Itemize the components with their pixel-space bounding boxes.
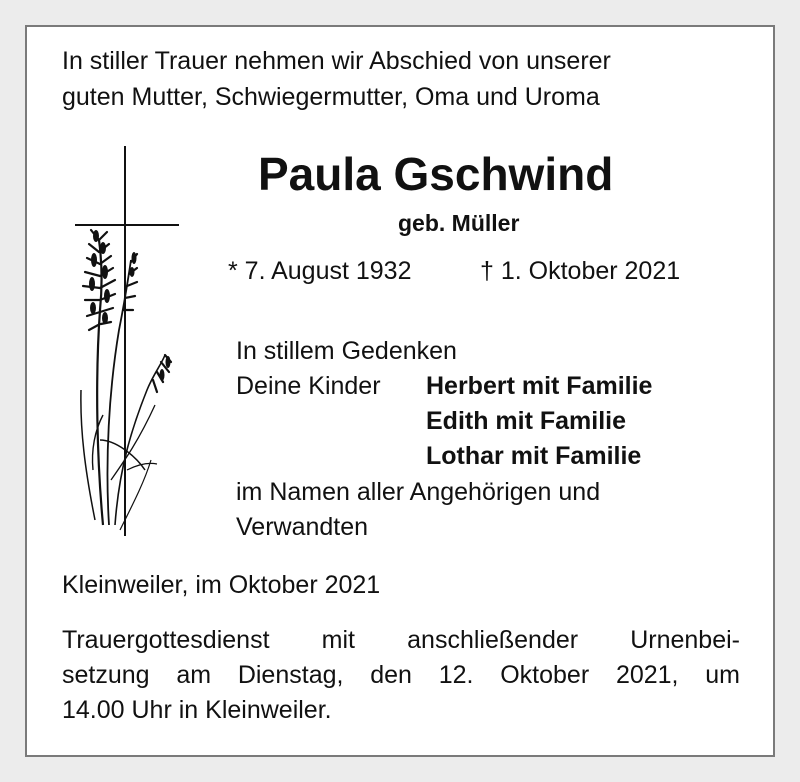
birth-date: * 7. August 1932 (228, 257, 412, 285)
service-word: 2021, (615, 661, 679, 689)
service-line-3: 14.00 Uhr in Kleinweiler. (62, 696, 332, 724)
intro-line-2: guten Mutter, Schwiegermutter, Oma und Uroma (62, 83, 600, 111)
service-word: Urnenbei- (630, 626, 740, 654)
service-word: Oktober (500, 661, 590, 689)
relatives-line-2: Verwandten (236, 513, 369, 541)
intro-line-1: In stiller Trauer nehmen wir Abschied von unserer (62, 47, 611, 75)
cross-with-grass-icon (65, 140, 195, 540)
maiden-name: geb. Müller (398, 210, 520, 236)
service-word: den (370, 661, 412, 689)
service-line-2 (62, 660, 740, 690)
service-word: Trauergottesdienst (62, 626, 270, 654)
service-word: setzung (62, 661, 150, 689)
service-word: anschließender (407, 626, 579, 654)
service-word: mit (321, 626, 355, 654)
service-word: am (176, 661, 212, 689)
service-line-1 (62, 625, 740, 655)
relatives-line-1: im Namen aller Angehörigen und (236, 478, 601, 506)
mourners-label: Deine Kinder (236, 372, 381, 400)
death-date: † 1. Oktober 2021 (480, 257, 681, 285)
service-word: Dienstag, (237, 661, 344, 689)
child-1: Herbert mit Familie (426, 372, 653, 400)
child-2: Edith mit Familie (426, 407, 627, 435)
deceased-name: Paula Gschwind (258, 148, 614, 200)
service-word: um (705, 661, 740, 689)
service-word: 12. (438, 661, 474, 689)
mourners-intro: In stillem Gedenken (236, 337, 457, 365)
child-3: Lothar mit Familie (426, 442, 642, 470)
place-date: Kleinweiler, im Oktober 2021 (62, 571, 381, 599)
